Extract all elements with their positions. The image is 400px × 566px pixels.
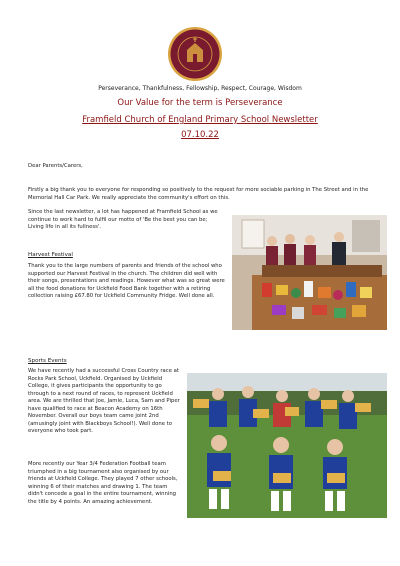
sports-heading: Sports Events (28, 358, 67, 364)
sports-paragraph-cross-country: We have recently had a successful Cross Country race at Rocks Park School, Uckfield. Organised by Uckfield College, it gives participants the opportunity to go through to a next round of races, to represent Uckfield area. We are thrilled that Joe, Jamie, Luca, Sam and Piper have qualified to race at Beacon Academy on 16th November. Overall our boys team came joint 2nd (amusingly joint with Blackboys School!). Well done to everyone who took part. (28, 368, 180, 434)
harvest-festival-photo (232, 215, 387, 330)
harvest-paragraph: Thank you to the large numbers of parents and friends of the school who supported our Harvest Festival in the church. The children did well with their songs, presentations and readings. However what was so great were all the food donations for Uckfield Food Bank together with a retiring collection raising £67.80 for Uckfield Community Fridge. Well done all. (28, 263, 225, 299)
newsletter-date: 07.10.22 (181, 130, 219, 140)
term-value: Our Value for the term is Perseverance (117, 98, 283, 108)
intro-paragraph: Firstly a big thank you to everyone for responding so positively to the request for more sociable parking in The Street and in the Memorial Hall Car Park. We really appreciate the community's effort on this. (28, 187, 369, 201)
sports-paragraph-football: More recently our Year 3/4 Federation Football team triumphed in a big tournament also organised by our friends at Uckfield College. They played 7 other schools, winning 6 of their matches and drawing 1. The team didn't concede a goal in the entire tournament, winning the title by 4 points. An amazing achievement. (28, 461, 178, 505)
football-team-photo (187, 373, 387, 518)
greeting: Dear Parents/Carers, (28, 163, 83, 169)
school-logo (167, 26, 223, 82)
since-last-paragraph: Since the last newsletter, a lot has happened at Framfield School as we continue to work hard to fulfil our motto of 'Be the best you can be; Living life in all its fullness'. (28, 209, 218, 230)
harvest-heading: Harvest Festival (28, 252, 73, 258)
newsletter-title: Framfield Church of England Primary School Newsletter (82, 115, 318, 125)
school-motto: Perseverance, Thankfulness, Fellowship, Respect, Courage, Wisdom (98, 85, 302, 92)
